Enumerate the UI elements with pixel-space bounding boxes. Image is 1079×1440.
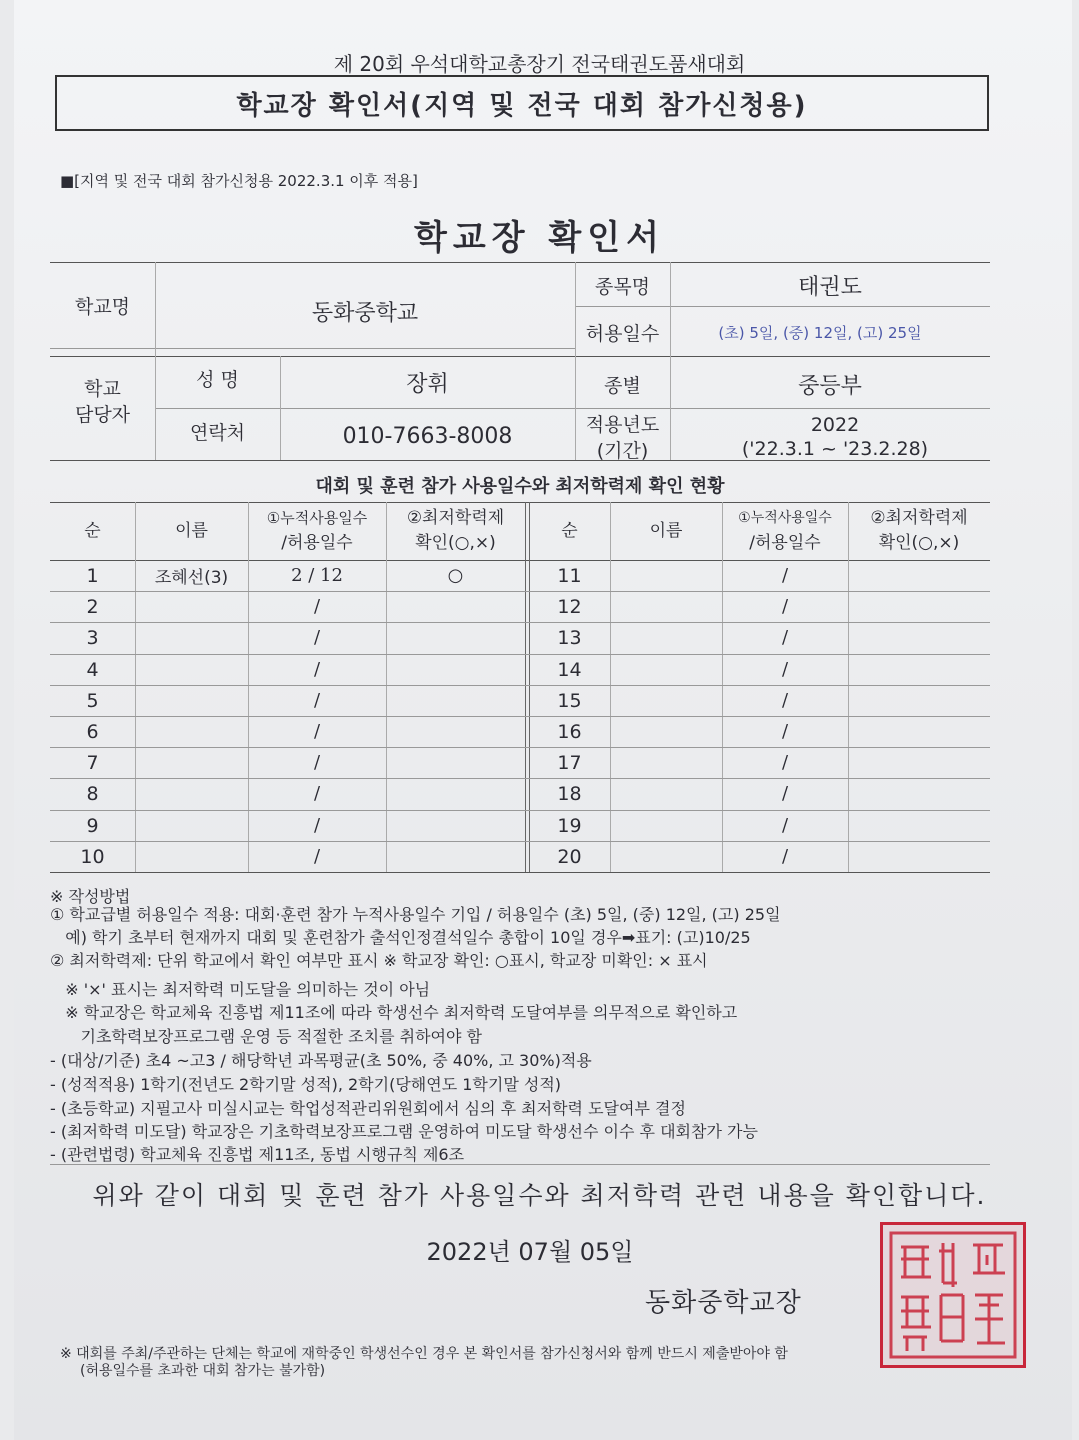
row-days: / [313,596,321,617]
row-name [135,810,248,841]
sport-value: 태권도 [798,274,862,300]
row-number: 20 [557,845,582,868]
row-number: 3 [86,626,99,649]
row-min-grade [386,747,525,778]
row-name [610,841,722,872]
manager-label-1: 학교 [84,377,121,400]
event-title: 제 20회 우석대학교총장기 전국태권도품새대회 [333,52,746,76]
row-number: 16 [557,720,582,743]
issue-date: 2022년 07월 05일 [426,1238,634,1266]
row-days: / [781,565,789,586]
apply-note: ■[지역 및 전국 대회 참가신청용 2022.3.1 이후 적용] [60,172,418,190]
row-days: / [313,721,321,742]
row-number: 7 [86,751,99,774]
row-name [610,654,722,685]
row-number: 5 [86,689,99,712]
confirm-statement: 위와 같이 대회 및 훈련 참가 사용일수와 최저학력 관련 내용을 확인합니다. [92,1181,987,1210]
row-min-grade [386,591,525,622]
row-days: / [313,752,321,773]
instruction-line: 예) 학기 초부터 현재까지 대회 및 훈련참가 출석인정결석일수 총합이 10일 경우➡표기: (고)10/25 [50,928,751,947]
row-days: / [781,627,789,648]
row-name [610,810,722,841]
row-days: / [313,659,321,680]
row-number: 13 [557,626,582,649]
school-seal [880,1222,1026,1368]
col-min-left-2: 확인(○,×) [415,533,496,553]
instruction-line: - (관련법령) 학교체육 진흥법 제11조, 동법 시행규칙 제6조 [50,1145,465,1164]
col-name-left: 이름 [175,520,208,541]
row-min-grade [386,654,525,685]
row-days: / [781,783,789,804]
row-days: / [781,721,789,742]
title-box [55,75,989,131]
row-days: / [313,815,321,836]
row-number: 11 [557,564,582,587]
status-title: 대회 및 훈련 참가 사용일수와 최저학력제 확인 현황 [315,476,725,497]
row-name [610,591,722,622]
row-name [135,841,248,872]
row-days: / [781,659,789,680]
manager-label-2: 담당자 [74,403,131,426]
submission-note-2: (허용일수를 초과한 대회 참가는 불가함) [80,1363,326,1379]
instruction-line: ※ 작성방법 [50,887,131,906]
instruction-line: ※ '×' 표시는 최저학력 미도달을 의미하는 것이 아님 [50,980,431,999]
year-value-2: ('22.3.1 ~ '23.2.28) [741,438,929,460]
row-min-grade [386,810,525,841]
seal-graphic [883,1225,1023,1365]
col-no-right: 순 [561,520,578,541]
row-min-grade [848,841,990,872]
row-name [135,654,248,685]
row-min-grade [848,654,990,685]
instruction-line: - (초등학교) 지필고사 미실시교는 학업성적관리위원회에서 심의 후 최저학력 도달여부 결정 [50,1099,686,1118]
row-days: / [313,627,321,648]
row-number: 6 [86,720,99,743]
row-number: 1 [86,564,99,587]
row-days: / [781,752,789,773]
instruction-line: ※ 학교장은 학교체육 진흥법 제11조에 따라 학생선수 최저학력 도달여부를 의무적으로 확인하고 [50,1003,738,1022]
year-value-1: 2022 [810,414,860,436]
col-min-right-2: 확인(○,×) [878,533,960,553]
row-number: 19 [557,814,582,837]
category-label: 종별 [604,374,641,397]
sport-label: 종목명 [594,275,651,298]
row-min-grade [848,591,990,622]
row-name [610,622,722,653]
title-box-text: 학교장 확인서(지역 및 전국 대회 참가신청용) [236,90,808,121]
row-name [610,560,722,591]
row-name [610,685,722,716]
doc-title: 학교장 확인서 [414,218,665,258]
row-number: 12 [557,595,582,618]
row-name [135,778,248,809]
row-days: / [313,690,321,711]
row-number: 8 [86,782,99,805]
row-name [610,716,722,747]
contact-value: 010-7663-8008 [342,423,513,449]
row-number: 10 [80,845,105,868]
row-number: 9 [86,814,99,837]
year-label-1: 적용년도 [585,413,660,436]
row-min-grade [848,560,990,591]
instruction-line: 기초학력보장프로그램 운영 등 적절한 조치를 취하여야 함 [50,1027,482,1046]
row-min-grade: ○ [447,565,464,586]
instruction-line: - (최저학력 미도달) 학교장은 기초학력보장프로그램 운영하여 미도달 학생선수 이수 후 대회참가 가능 [50,1122,758,1141]
year-label-2: (기간) [596,439,649,462]
col-days-right-1: ①누적사용일수 [738,510,832,526]
row-number: 4 [86,658,99,681]
row-min-grade [386,685,525,716]
row-name [135,747,248,778]
allowed-days-value: (초) 5일, (중) 12일, (고) 25일 [718,323,922,342]
instruction-line: ② 최저학력제: 단위 학교에서 확인 여부만 표시 ※ 학교장 확인: ○표시, 학교장 미확인: × 표시 [50,951,708,970]
row-min-grade [848,622,990,653]
row-name [135,716,248,747]
row-min-grade [386,622,525,653]
row-min-grade [848,716,990,747]
row-name: 조혜선(3) [154,568,229,588]
col-min-left-1: ②최저학력제 [406,508,505,528]
row-days: / [781,815,789,836]
row-days: / [313,846,321,867]
instruction-line: - (성적적용) 1학기(전년도 2학기말 성적), 2학기(당해연도 1학기말 성적) [50,1075,562,1094]
col-name-right: 이름 [649,520,683,541]
row-number: 14 [557,658,582,681]
col-days-right-2: /허용일수 [749,533,821,553]
instruction-line: ① 학교급별 허용일수 적용: 대회·훈련 참가 누적사용일수 기입 / 허용일수 (초) 5일, (중) 12일, (고) 25일 [50,905,781,924]
row-days: / [781,596,789,617]
col-min-right-1: ②최저학력제 [870,508,968,528]
row-min-grade [386,778,525,809]
row-number: 18 [557,782,582,805]
row-name [135,685,248,716]
row-min-grade [386,841,525,872]
row-days: / [781,690,789,711]
contact-label: 연락처 [189,421,246,444]
school-value: 동화중학교 [311,300,419,326]
row-number: 17 [557,751,582,774]
row-name [610,778,722,809]
category-value: 중등부 [798,373,862,399]
col-days-left-1: ①누적사용일수 [266,509,368,527]
col-no-left: 순 [84,520,101,541]
row-days: / [781,846,789,867]
school-label: 학교명 [74,295,131,318]
name-label: 성 명 [196,368,239,391]
row-min-grade [848,747,990,778]
row-name [135,622,248,653]
row-min-grade [848,810,990,841]
row-days: / [313,783,321,804]
row-min-grade [848,778,990,809]
row-number: 2 [86,595,99,618]
name-value: 장휘 [406,371,449,397]
principal-name: 동화중학교장 [645,1288,802,1318]
submission-note: ※ 대회를 주최/주관하는 단체는 학교에 재학중인 학생선수인 경우 본 확인서를 참가신청서와 함께 반드시 제출받아야 함 [60,1346,788,1362]
instruction-line: - (대상/기준) 초4 ~고3 / 해당학년 과목평균(초 50%, 중 40%, 고 30%)적용 [50,1051,592,1070]
allowed-days-label: 허용일수 [585,322,660,345]
row-min-grade [848,685,990,716]
row-min-grade [386,716,525,747]
row-days: 2 / 12 [291,565,343,586]
row-name [135,591,248,622]
row-name [610,747,722,778]
col-days-left-2: /허용일수 [281,533,353,553]
row-number: 15 [557,689,582,712]
